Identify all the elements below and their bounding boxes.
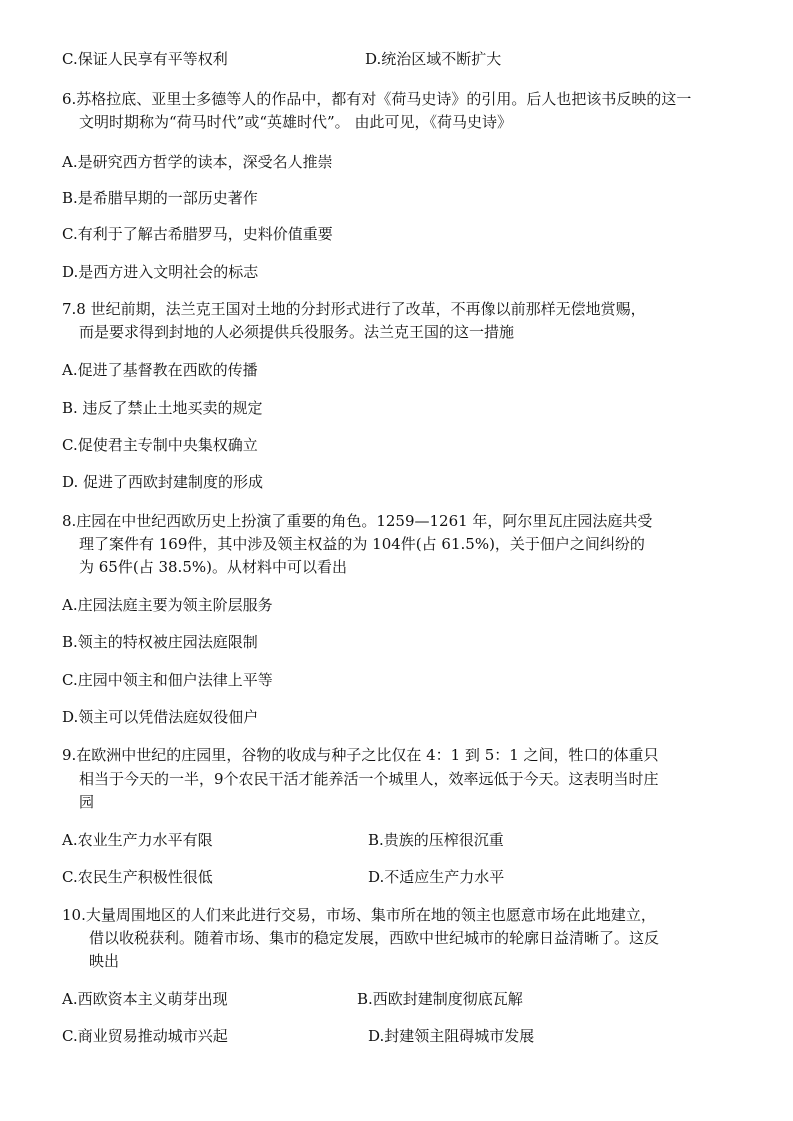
q10-option-b: B.西欧封建制度彻底瓦解 bbox=[357, 990, 523, 1008]
q9-stem-line3: 园 bbox=[79, 793, 95, 811]
q7-option-d: D. 促进了西欧封建制度的形成 bbox=[62, 473, 264, 491]
q10-option-d: D.封建领主阻碍城市发展 bbox=[368, 1027, 535, 1045]
q8-option-b: B.领主的特权被庄园法庭限制 bbox=[62, 633, 258, 651]
q9-option-b: B.贵族的压榨很沉重 bbox=[368, 831, 504, 849]
q7-stem-line2: 而是要求得到封地的人必须提供兵役服务。法兰克王国的这一措施 bbox=[79, 323, 515, 341]
q9-option-d: D.不适应生产力水平 bbox=[368, 868, 505, 886]
q8-option-a: A.庄园法庭主要为领主阶层服务 bbox=[62, 596, 273, 614]
q9-stem-line1: 9.在欧洲中世纪的庄园里，谷物的收成与种子之比仅在 4：1 到 5：1 之间，牲口的体重只 bbox=[62, 746, 659, 764]
q5-option-d: D.统治区域不断扩大 bbox=[365, 50, 502, 68]
q7-option-a: A.促进了基督教在西欧的传播 bbox=[62, 361, 258, 379]
q8-stem-line2: 理了案件有 169件，其中涉及领主权益的为 104件(占 61.5%)，关于佃户之间纠纷的 bbox=[79, 535, 645, 553]
q7-stem-line1: 7.8 世纪前期，法兰克王国对土地的分封形式进行了改革，不再像以前那样无偿地赏赐， bbox=[62, 300, 646, 318]
q7-option-b: B. 违反了禁止土地买卖的规定 bbox=[62, 399, 263, 417]
q6-option-b: B.是希腊早期的一部历史著作 bbox=[62, 189, 258, 207]
q8-stem-line1: 8.庄园在中世纪西欧历史上扮演了重要的角色。1259—1261 年，阿尔里瓦庄园法庭共受 bbox=[62, 512, 653, 530]
q9-stem-line2: 相当于今天的一半，9个农民干活才能养活一个城里人，效率远低于今天。这表明当时庄 bbox=[79, 770, 659, 788]
q10-option-c: C.商业贸易推动城市兴起 bbox=[62, 1027, 228, 1045]
q10-stem-line1: 10.大量周围地区的人们来此进行交易，市场、集市所在地的领主也愿意市场在此地建立， bbox=[62, 906, 656, 924]
q9-option-a: A.农业生产力水平有限 bbox=[62, 831, 213, 849]
q6-option-d: D.是西方进入文明社会的标志 bbox=[62, 263, 259, 281]
q6-stem-line2: 文明时期称为“荷马时代”或“英雄时代”。 由此可见，《荷马史诗》 bbox=[79, 113, 512, 131]
q8-option-c: C.庄园中领主和佃户法律上平等 bbox=[62, 671, 273, 689]
q8-stem-line3: 为 65件(占 38.5%)。从材料中可以看出 bbox=[79, 558, 347, 576]
q5-option-c: C.保证人民享有平等权利 bbox=[62, 50, 228, 68]
q8-option-d: D.领主可以凭借法庭奴役佃户 bbox=[62, 708, 259, 726]
q10-option-a: A.西欧资本主义萌芽出现 bbox=[62, 990, 228, 1008]
q10-stem-line3: 映出 bbox=[89, 952, 120, 970]
q7-option-c: C.促使君主专制中央集权确立 bbox=[62, 436, 258, 454]
q6-option-a: A.是研究西方哲学的读本，深受名人推崇 bbox=[62, 153, 333, 171]
q6-stem-line1: 6.苏格拉底、亚里士多德等人的作品中，都有对《荷马史诗》的引用。后人也把该书反映的这一 bbox=[62, 90, 692, 108]
q10-stem-line2: 借以收税获利。随着市场、集市的稳定发展，西欧中世纪城市的轮廓日益清晰了。这反 bbox=[89, 929, 660, 947]
q9-option-c: C.农民生产积极性很低 bbox=[62, 868, 213, 886]
q6-option-c: C.有利于了解古希腊罗马，史料价值重要 bbox=[62, 225, 333, 243]
